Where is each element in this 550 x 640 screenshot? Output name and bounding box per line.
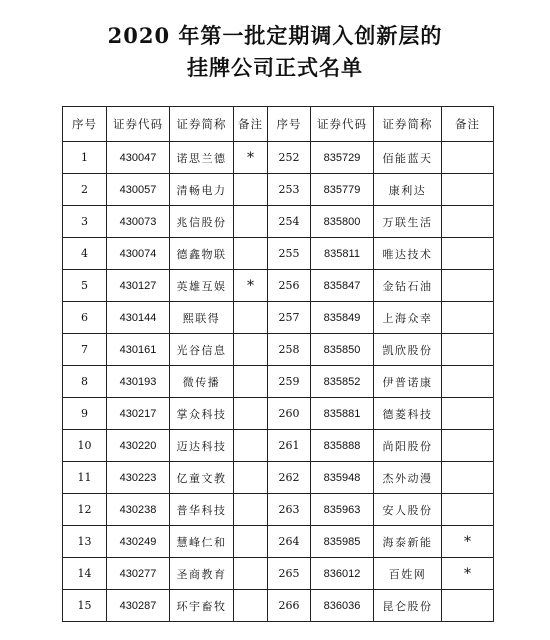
left-code-cell: 430217 (107, 398, 170, 430)
left-note-cell (234, 494, 268, 526)
right-note-cell (442, 398, 494, 430)
left-seq-cell: 2 (63, 174, 107, 206)
right-seq-cell: 261 (268, 430, 311, 462)
header-note-left: 备注 (234, 107, 268, 142)
left-code-cell: 430277 (107, 558, 170, 590)
right-seq-cell: 266 (268, 590, 311, 622)
right-seq-cell: 253 (268, 174, 311, 206)
right-note-cell (442, 366, 494, 398)
right-name-cell: 海泰新能 (374, 526, 442, 558)
left-code-cell: 430193 (107, 366, 170, 398)
left-code-cell: 430238 (107, 494, 170, 526)
left-note-cell (234, 174, 268, 206)
left-note-cell (234, 366, 268, 398)
right-name-cell: 凯欣股份 (374, 334, 442, 366)
right-name-cell: 万联生活 (374, 206, 442, 238)
right-name-cell: 安人股份 (374, 494, 442, 526)
right-seq-cell: 252 (268, 142, 311, 174)
document-title-line-2: 挂牌公司正式名单 (187, 55, 363, 80)
left-seq-cell: 5 (63, 270, 107, 302)
left-note-cell (234, 558, 268, 590)
left-note-cell (234, 398, 268, 430)
document-title-line-1: 2020 年第一批定期调入创新层的 (107, 23, 443, 48)
right-seq-cell: 265 (268, 558, 311, 590)
header-code-right: 证券代码 (311, 107, 374, 142)
left-code-cell: 430161 (107, 334, 170, 366)
left-name-cell: 环宇畜牧 (170, 590, 234, 622)
header-note-right: 备注 (442, 107, 494, 142)
right-name-cell: 昆仑股份 (374, 590, 442, 622)
left-seq-cell: 13 (63, 526, 107, 558)
left-name-cell: 微传播 (170, 366, 234, 398)
right-code-cell: 835881 (311, 398, 374, 430)
left-seq-cell: 4 (63, 238, 107, 270)
table-row (63, 462, 494, 494)
right-seq-cell: 257 (268, 302, 311, 334)
left-name-cell: 清畅电力 (170, 174, 234, 206)
right-seq-cell: 254 (268, 206, 311, 238)
left-seq-cell: 8 (63, 366, 107, 398)
left-name-cell: 慧峰仁和 (170, 526, 234, 558)
right-code-cell: 835847 (311, 270, 374, 302)
right-note-cell (442, 302, 494, 334)
company-list-table (62, 106, 494, 622)
left-seq-cell: 12 (63, 494, 107, 526)
left-seq-cell: 1 (63, 142, 107, 174)
right-name-cell: 康利达 (374, 174, 442, 206)
right-note-cell (442, 206, 494, 238)
left-seq-cell: 3 (63, 206, 107, 238)
table-row (63, 558, 494, 590)
left-name-cell: 英雄互娱 (170, 270, 234, 302)
right-name-cell: 金钻石油 (374, 270, 442, 302)
right-code-cell: 835948 (311, 462, 374, 494)
left-name-cell: 普华科技 (170, 494, 234, 526)
left-seq-cell: 7 (63, 334, 107, 366)
left-seq-cell: 15 (63, 590, 107, 622)
left-name-cell: 德鑫物联 (170, 238, 234, 270)
right-code-cell: 835811 (311, 238, 374, 270)
right-code-cell: 835985 (311, 526, 374, 558)
left-note-cell (234, 206, 268, 238)
table-row (63, 238, 494, 270)
right-code-cell: 835963 (311, 494, 374, 526)
left-seq-cell: 6 (63, 302, 107, 334)
right-note-cell (442, 494, 494, 526)
left-code-cell: 430220 (107, 430, 170, 462)
right-code-cell: 835779 (311, 174, 374, 206)
left-seq-cell: 11 (63, 462, 107, 494)
right-note-cell (442, 590, 494, 622)
right-code-cell: 835852 (311, 366, 374, 398)
left-seq-cell: 10 (63, 430, 107, 462)
header-seq-left: 序号 (63, 107, 107, 142)
right-name-cell: 唯达技术 (374, 238, 442, 270)
left-note-cell (234, 302, 268, 334)
header-name-right: 证券简称 (374, 107, 442, 142)
left-code-cell: 430127 (107, 270, 170, 302)
left-code-cell: 430047 (107, 142, 170, 174)
table-row (63, 334, 494, 366)
left-note-cell (234, 334, 268, 366)
right-name-cell: 百姓网 (374, 558, 442, 590)
right-note-cell (442, 334, 494, 366)
table-row (63, 526, 494, 558)
right-note-cell: * (442, 526, 494, 558)
right-code-cell: 835850 (311, 334, 374, 366)
left-name-cell: 诺思兰德 (170, 142, 234, 174)
table-row (63, 398, 494, 430)
right-seq-cell: 264 (268, 526, 311, 558)
left-name-cell: 圣商教育 (170, 558, 234, 590)
right-code-cell: 836012 (311, 558, 374, 590)
left-name-cell: 兆信股份 (170, 206, 234, 238)
left-note-cell: * (234, 270, 268, 302)
right-name-cell: 上海众幸 (374, 302, 442, 334)
table-row (63, 270, 494, 302)
right-seq-cell: 255 (268, 238, 311, 270)
right-note-cell (442, 174, 494, 206)
table-row (63, 366, 494, 398)
left-name-cell: 熙联得 (170, 302, 234, 334)
table-row (63, 142, 494, 174)
right-seq-cell: 258 (268, 334, 311, 366)
right-note-cell: * (442, 558, 494, 590)
left-seq-cell: 14 (63, 558, 107, 590)
left-code-cell: 430074 (107, 238, 170, 270)
left-code-cell: 430073 (107, 206, 170, 238)
table-header-row (63, 107, 494, 142)
right-note-cell (442, 430, 494, 462)
right-code-cell: 836036 (311, 590, 374, 622)
table-row (63, 302, 494, 334)
left-note-cell (234, 590, 268, 622)
left-code-cell: 430223 (107, 462, 170, 494)
left-code-cell: 430249 (107, 526, 170, 558)
left-name-cell: 光谷信息 (170, 334, 234, 366)
right-seq-cell: 256 (268, 270, 311, 302)
left-note-cell (234, 526, 268, 558)
header-name-left: 证券简称 (170, 107, 234, 142)
left-code-cell: 430057 (107, 174, 170, 206)
right-name-cell: 佰能蓝天 (374, 142, 442, 174)
right-seq-cell: 262 (268, 462, 311, 494)
right-note-cell (442, 270, 494, 302)
right-note-cell (442, 142, 494, 174)
left-note-cell (234, 462, 268, 494)
left-name-cell: 掌众科技 (170, 398, 234, 430)
right-seq-cell: 259 (268, 366, 311, 398)
left-note-cell: * (234, 142, 268, 174)
table-row (63, 206, 494, 238)
left-note-cell (234, 238, 268, 270)
right-name-cell: 德菱科技 (374, 398, 442, 430)
left-code-cell: 430144 (107, 302, 170, 334)
left-note-cell (234, 430, 268, 462)
right-name-cell: 尚阳股份 (374, 430, 442, 462)
table-row (63, 174, 494, 206)
right-name-cell: 伊普诺康 (374, 366, 442, 398)
right-note-cell (442, 462, 494, 494)
right-code-cell: 835888 (311, 430, 374, 462)
header-code-left: 证券代码 (107, 107, 170, 142)
right-seq-cell: 260 (268, 398, 311, 430)
right-note-cell (442, 238, 494, 270)
right-code-cell: 835729 (311, 142, 374, 174)
right-seq-cell: 263 (268, 494, 311, 526)
right-code-cell: 835800 (311, 206, 374, 238)
left-name-cell: 迈达科技 (170, 430, 234, 462)
table-row (63, 430, 494, 462)
left-name-cell: 亿童文教 (170, 462, 234, 494)
header-seq-right: 序号 (268, 107, 311, 142)
table-row (63, 494, 494, 526)
left-code-cell: 430287 (107, 590, 170, 622)
left-seq-cell: 9 (63, 398, 107, 430)
table-row (63, 590, 494, 622)
right-name-cell: 杰外动漫 (374, 462, 442, 494)
right-code-cell: 835849 (311, 302, 374, 334)
